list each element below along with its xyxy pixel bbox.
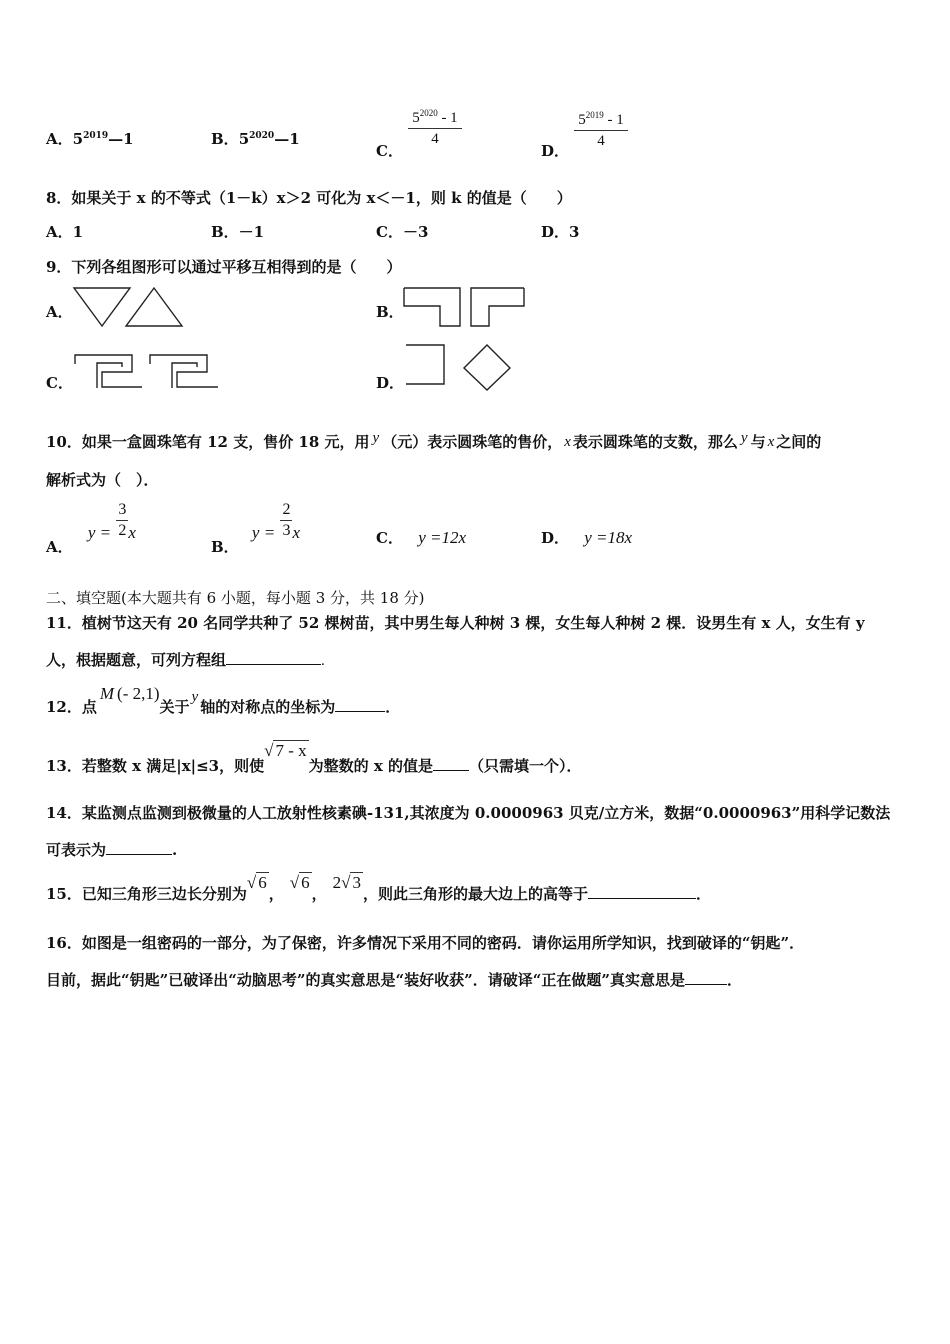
exponent: 2020 xyxy=(249,131,275,141)
stem-part: 10．如果一盒圆珠笔有 12 支，售价 18 元，用 xyxy=(46,433,370,451)
q14-line1: 14．某监测点监测到极微量的人工放射性核素碘-131,其浓度为 0.0000963 贝克/立方米，数据“0.0000963”用科学记数法 xyxy=(46,804,891,822)
q9-stem: 9．下列各组图形可以通过平移互相得到的是（ ） xyxy=(46,258,402,276)
option-label: A． xyxy=(46,130,73,148)
exponent: 2019 xyxy=(83,131,109,141)
answer-blank xyxy=(335,697,385,712)
q8-option-d: D．3 xyxy=(541,223,580,241)
var-y: y xyxy=(740,430,748,446)
sqrt-2: √ 6 xyxy=(289,873,310,892)
q10-option-a xyxy=(46,501,136,556)
numerator: 3 xyxy=(116,500,128,521)
coords: (- 2,1) xyxy=(117,684,160,703)
sqrt-3: 2√ 3 xyxy=(332,873,361,892)
base: 5 xyxy=(72,130,84,148)
separator: ， xyxy=(268,885,284,903)
q14-line2 xyxy=(46,839,177,860)
q9-option-c-label: C． xyxy=(46,374,73,392)
answer-blank xyxy=(226,650,321,665)
q11-line2 xyxy=(46,649,325,670)
q9-figure-a-triangles xyxy=(72,286,187,330)
var-x: x xyxy=(564,434,571,450)
num-base: 5 xyxy=(412,110,420,126)
q9-option-a-label: A． xyxy=(46,303,73,321)
rhs: x xyxy=(128,522,136,542)
num-exp: 2020 xyxy=(419,108,438,118)
text: 可表示为 xyxy=(46,841,107,859)
radicand: 6 xyxy=(301,873,310,892)
answer-blank xyxy=(588,884,696,899)
q11-line1: 11．植树节这天有 20 名同学共种了 52 棵树苗，其中男生每人种树 3 棵，女生每人种树 2 棵．设男生有 x 人，女生有 y xyxy=(46,614,865,632)
sqrt-1: √ 6 xyxy=(246,873,267,892)
option-label: C． xyxy=(376,142,403,160)
q8-stem: 8．如果关于 x 的不等式（1－k）x＞2 可化为 x＜－1，则 k 的值是（ ） xyxy=(46,189,572,207)
end: . xyxy=(321,653,325,669)
num-exp: 2019 xyxy=(585,110,604,120)
text: 目前，据此“钥匙”已破译出“动脑思考”的真实意思是“装好收获”．请破译“正在做题”真实意思是 xyxy=(46,971,686,989)
stem-part: 之间的 xyxy=(776,433,822,451)
q13 xyxy=(46,740,582,775)
text: 13．若整数 x 满足|x|≤3，则使 xyxy=(46,757,265,775)
option-label: A． xyxy=(46,537,73,556)
down-triangle xyxy=(74,288,130,326)
q8-option-a: A．1 xyxy=(46,223,84,241)
text: （只需填一个）． xyxy=(469,757,582,775)
coefficient: 2 xyxy=(332,873,342,892)
q16-line1: 16．如图是一组密码的一部分，为了保密，许多情况下采用不同的密码．请你运用所学知识，找到破译的“钥匙”． xyxy=(46,934,805,952)
spiral-left-outer xyxy=(75,355,142,387)
option-label: B． xyxy=(211,537,239,556)
fraction xyxy=(280,500,292,541)
denominator: 3 xyxy=(282,522,291,539)
expression: y =12x xyxy=(418,528,466,547)
radicand: 3 xyxy=(352,873,361,892)
fraction xyxy=(116,500,128,541)
radicand: 7 - x xyxy=(275,741,307,760)
answer-blank xyxy=(685,970,727,985)
stem-part: （元）表示圆珠笔的售价， xyxy=(382,433,563,451)
var-y: y xyxy=(372,430,380,446)
q12 xyxy=(46,683,401,716)
q15 xyxy=(46,872,711,903)
expression: y =18x xyxy=(584,528,633,547)
up-triangle xyxy=(126,288,182,326)
answer-blank xyxy=(433,756,469,771)
l-shape-right xyxy=(471,288,524,326)
text: 为整数的 x 的值是 xyxy=(308,757,434,775)
lhs: y = xyxy=(251,522,276,542)
stem-part: 与 xyxy=(750,433,766,451)
option-label: C． xyxy=(376,529,403,547)
spiral-right-inner xyxy=(172,363,197,388)
q9-option-d-label: D． xyxy=(376,374,405,392)
fraction xyxy=(574,105,628,151)
num-tail: - 1 xyxy=(603,112,624,128)
base: 5 xyxy=(238,130,250,148)
text: 12．点 xyxy=(46,698,97,716)
axis-name: y xyxy=(191,689,199,705)
spiral-right-outer xyxy=(150,355,218,387)
numerator: 2 xyxy=(280,500,292,521)
q8-option-b: B．－1 xyxy=(211,223,265,241)
answer-blank xyxy=(106,840,172,855)
text: 人，根据题意，可列方程组 xyxy=(46,651,227,669)
text: 15．已知三角形三边长分别为 xyxy=(46,885,247,903)
end: . xyxy=(172,841,178,859)
q9-option-b-label: B． xyxy=(376,303,404,321)
text: 关于 xyxy=(159,698,190,716)
rhs: x xyxy=(292,522,300,542)
separator: ， xyxy=(311,885,327,903)
lhs: y = xyxy=(87,522,112,542)
stem-part: 表示圆珠笔的支数，那么 xyxy=(572,433,738,451)
denominator: 2 xyxy=(118,522,127,539)
radicand: 6 xyxy=(258,873,267,892)
q10-stem-line1 xyxy=(46,431,821,452)
q7-option-a xyxy=(46,128,134,149)
square xyxy=(406,345,444,384)
q8-option-c: C．－3 xyxy=(376,223,429,241)
num-base: 5 xyxy=(578,112,586,128)
option-label: D． xyxy=(541,142,570,160)
denominator: 4 xyxy=(431,131,439,147)
option-label: B． xyxy=(211,130,239,148)
q7-option-d xyxy=(541,105,628,160)
q7-option-b xyxy=(211,128,300,149)
q9-figure-d-square-diamond xyxy=(402,342,517,392)
var-x: x xyxy=(767,434,775,450)
q10-option-d xyxy=(541,527,632,548)
q10-stem-line2: 解析式为（ ）． xyxy=(46,471,159,489)
end: ． xyxy=(385,698,401,716)
tail: —1 xyxy=(274,130,300,148)
q9-figure-c-spirals xyxy=(72,352,222,392)
q7-option-c xyxy=(376,103,462,160)
section-title: 二、填空题(本大题共有 6 小题，每小题 3 分，共 18 分) xyxy=(46,589,425,607)
fraction xyxy=(408,103,462,149)
q16-line2 xyxy=(46,969,742,990)
text: 轴的对称点的坐标为 xyxy=(200,698,336,716)
tail: —1 xyxy=(108,130,134,148)
spiral-left-inner xyxy=(97,363,122,388)
option-label: D． xyxy=(541,529,570,547)
q10-option-b xyxy=(211,501,300,556)
end: ． xyxy=(727,971,743,989)
point-name: M xyxy=(99,684,115,703)
end: ． xyxy=(695,885,711,903)
diamond xyxy=(464,345,510,390)
q9-figure-b-l-shapes xyxy=(402,286,528,328)
text: ，则此三角形的最大边上的高等于 xyxy=(362,885,588,903)
num-tail: - 1 xyxy=(437,110,458,126)
sqrt-expression: √ 7 - x xyxy=(264,741,307,760)
l-shape-left xyxy=(404,288,460,326)
q10-option-c xyxy=(376,527,466,548)
denominator: 4 xyxy=(597,133,605,149)
